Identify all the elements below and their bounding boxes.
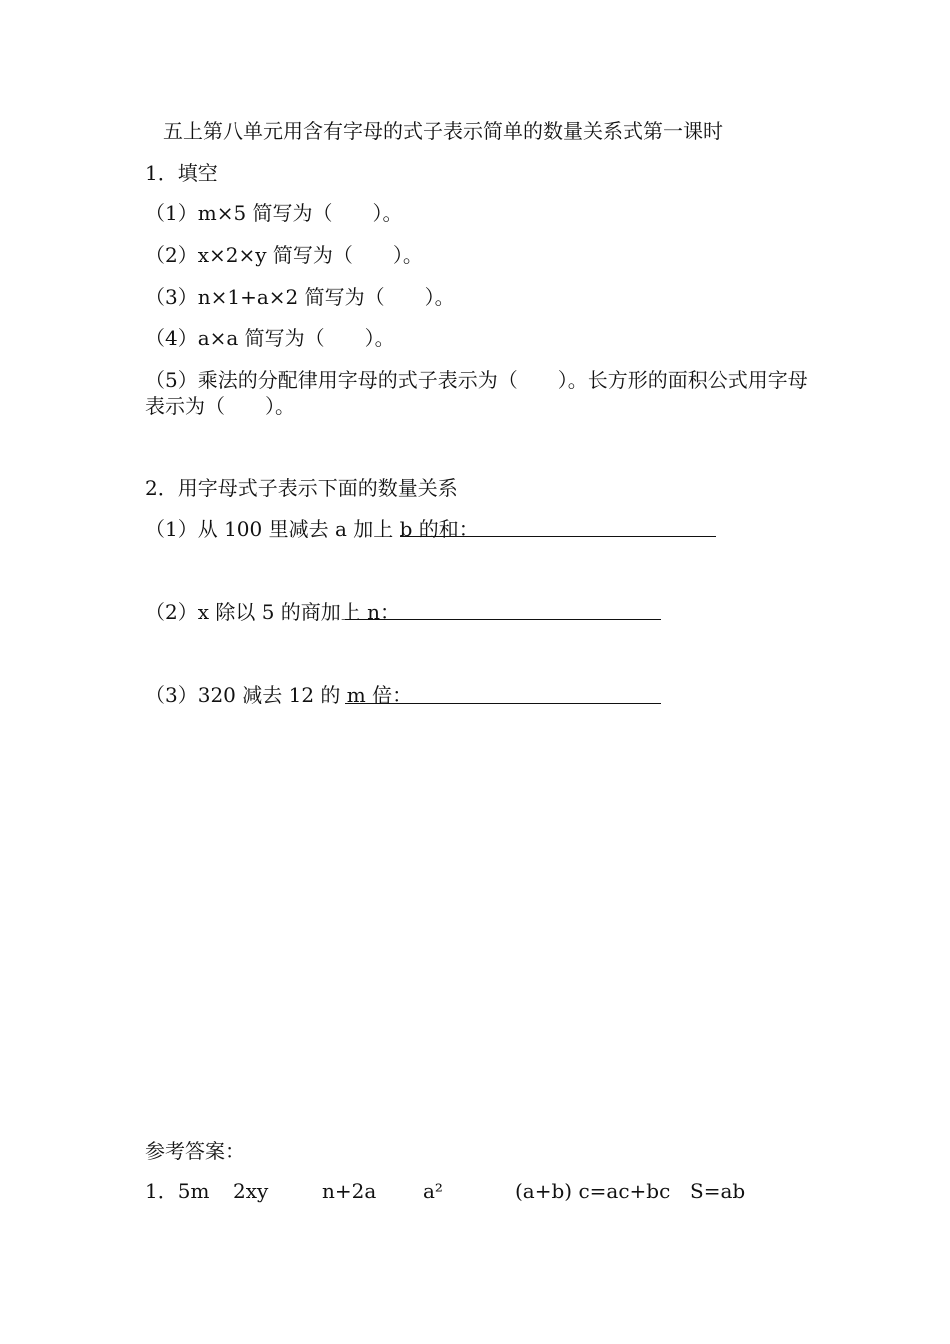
question-2-2-text: （2）x 除以 5 的商加上 n： (145, 600, 401, 624)
question-1-5: （5）乘法的分配律用字母的式子表示为（ ）。长方形的面积公式用字母表示为（ ）。 (145, 368, 808, 418)
question-2-3 (145, 682, 412, 708)
answer-line-2-3[interactable] (345, 703, 661, 704)
answers-row (0, 1178, 950, 1204)
question-1-1: （1）m×5 简写为（ ）。 (145, 201, 403, 225)
question-2-2 (145, 599, 400, 625)
answer-3: n+2a (322, 1179, 377, 1203)
question-2-1 (145, 516, 479, 542)
section-1-heading: 1．填空 (145, 161, 218, 185)
question-2-3-text: （3）320 减去 12 的 m 倍： (145, 683, 413, 707)
answer-6: S=ab (690, 1179, 746, 1203)
page-title: 五上第八单元用含有字母的式子表示简单的数量关系式第一课时 (163, 119, 723, 143)
answer-1: 1．5m (145, 1179, 210, 1203)
answer-2: 2xy (233, 1179, 269, 1203)
answer-5: (a+b) c=ac+bc (515, 1179, 671, 1203)
answer-line-2-2[interactable] (345, 619, 661, 620)
answer-4: a² (423, 1179, 443, 1203)
question-1-4: （4）a×a 简写为（ ）。 (145, 326, 395, 350)
answer-line-2-1[interactable] (400, 536, 716, 537)
question-1-3: （3）n×1+a×2 简写为（ ）。 (145, 285, 455, 309)
section-2-heading: 2．用字母式子表示下面的数量关系 (145, 476, 458, 500)
question-2-1-text: （1）从 100 里减去 a 加上 b 的和： (145, 517, 479, 541)
question-1-2: （2）x×2×y 简写为（ ）。 (145, 243, 423, 267)
answers-heading: 参考答案： (145, 1139, 245, 1163)
